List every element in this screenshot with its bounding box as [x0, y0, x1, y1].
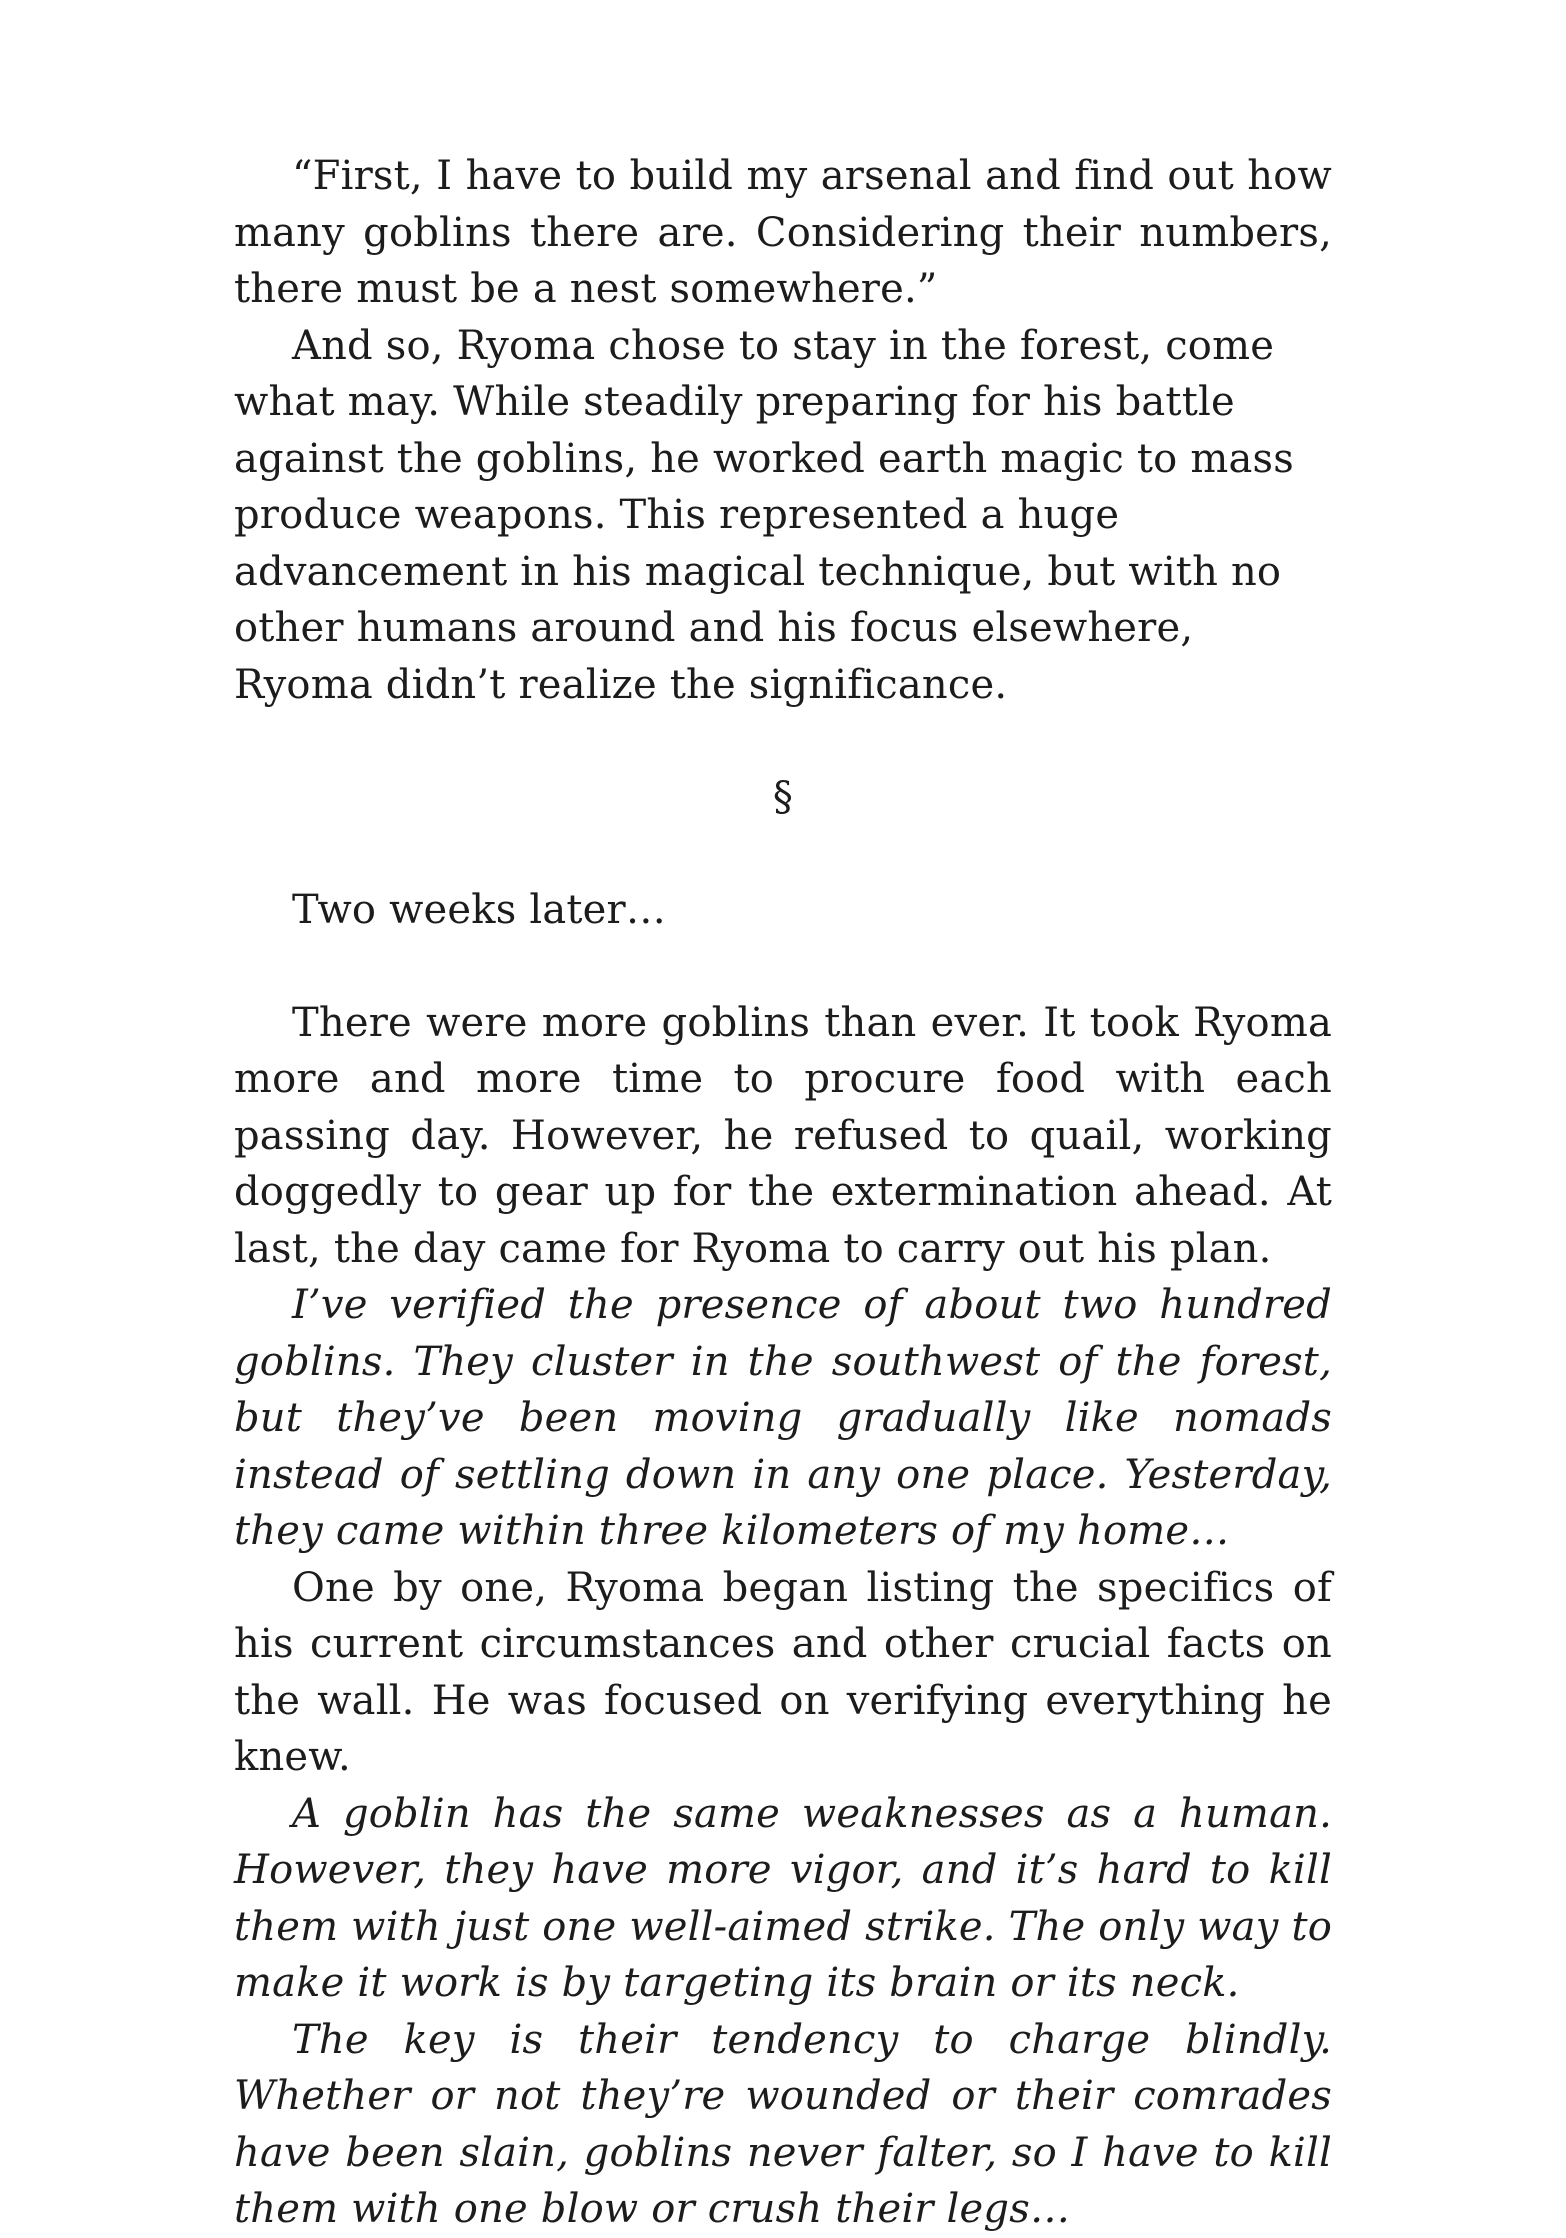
paragraph-thought: I’ve verified the presence of about two hundred goblins. They cluster in the southwest of the forest, but they’ve been moving gradually like nomads instead of settling down in any one place. Yesterday, they came within three kilometers of my home… [234, 1282, 1332, 1554]
section-break: § [772, 774, 794, 820]
page-body [234, 148, 1332, 2238]
paragraph: “First, I have to build my arsenal and find out how many goblins there are. Considering their numbers, there must be a nest somewhere.” [234, 153, 1332, 312]
time-skip-line: Two weeks later… [292, 886, 667, 933]
paragraph-thought: The key is their tendency to charge blindly. Whether or not they’re wounded or their comrades have been slain, goblins never falter, so I have to kill them with one blow or crush their legs… [234, 2016, 1332, 2232]
paragraph: There were more goblins than ever. It took Ryoma more and more time to procure food with each passing day. However, he refused to quail, working doggedly to gear up for the extermination ahead. At last, the day came for Ryoma to carry out his plan. [234, 999, 1332, 1272]
paragraph: And so, Ryoma chose to stay in the forest, come what may. While steadily preparing for his battle against the goblins, he worked earth magic to mass produce weapons. This represented a huge advancement in his magical technique, but with no other humans around and his focus elsewhere, Ryoma didn’t realize the significance. [234, 322, 1294, 708]
paragraph-thought: A goblin has the same weaknesses as a human. However, they have more vigor, and it’s hard to kill them with just one well-aimed strike. The only way to make it work is by targeting its brain or its neck. [234, 1790, 1332, 2006]
paragraph: One by one, Ryoma began listing the specifics of his current circumstances and other crucial facts on the wall. He was focused on verifying everything he knew. [234, 1564, 1332, 1780]
